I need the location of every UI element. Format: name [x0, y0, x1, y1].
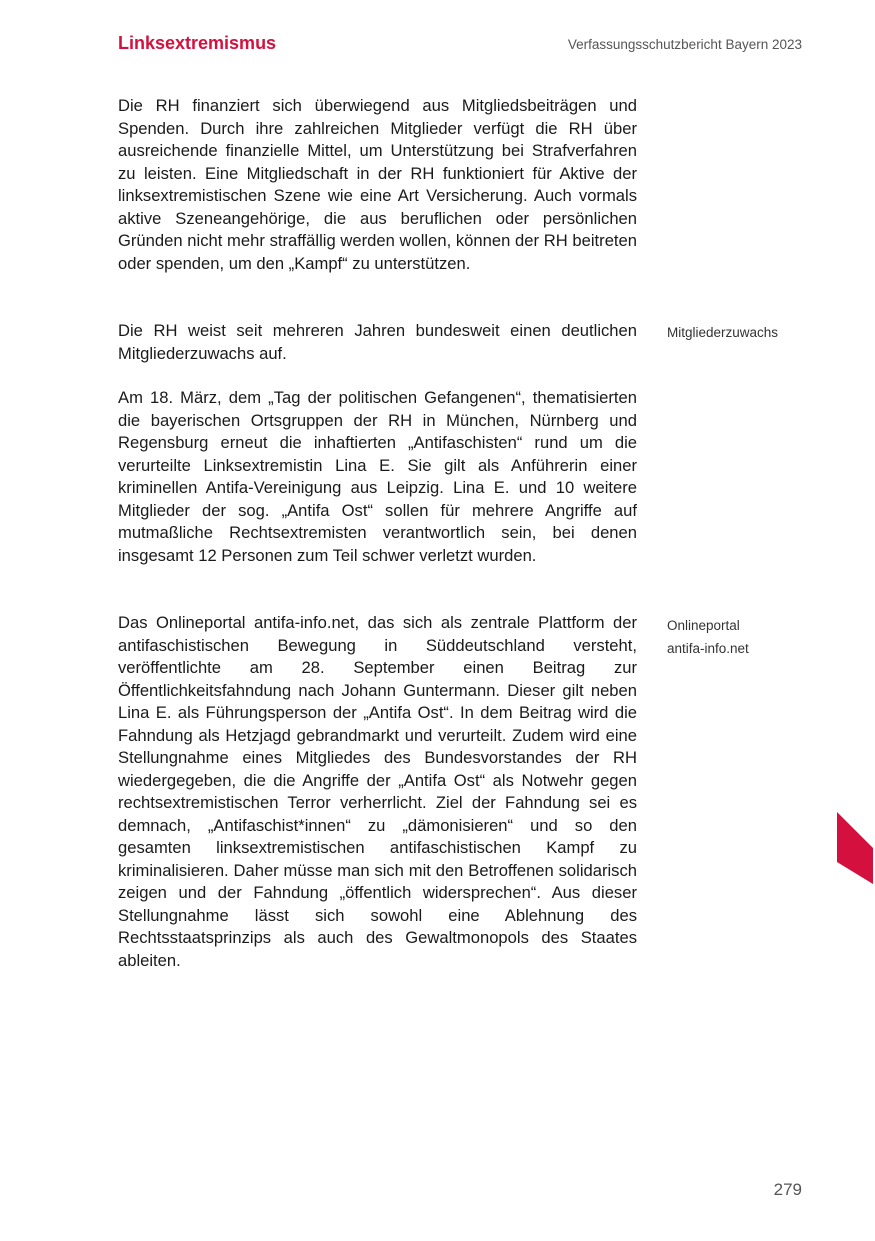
- margin-note-onlineportal-line1: Onlineportal: [667, 618, 740, 633]
- margin-note-member-growth: Mitgliederzuwachs: [667, 325, 779, 340]
- paragraph-member-growth: Die RH weist seit mehreren Jahren bundesweit einen deutlichen Mitgliederzuwachs auf.: [118, 321, 637, 363]
- paragraph-onlineportal: Das Onlineportal antifa-info.net, das sich als zentrale Plattform der antifaschistischen Bewegung in Süddeutschland versteht, veröffentlichte am 28. September einen Beitrag zur Öffentlichkeitsfahndung nach Johann Guntermann. Dieser gilt neben Lina E. als Führungsperson der „Antifa Ost“. In dem Beitrag wird die Fahndung als Hetzjagd gebrandmarkt und verurteilt. Zudem wird eine Stellungnahme eines Mitgliedes des Bundesvorstandes der RH wiedergegeben, die die Angriffe der „Antifa Ost“ als Notwehr gegen rechtsextremistischen Terror verherrlicht. Ziel der Fahndung sei es demnach, „Antifaschist*innen“ zu „dämonisieren“ und so den gesamten linksextremistischen antifaschistischen Kampf zu kriminalisieren. Daher müsse man sich mit den Betroffenen solidarisch zeigen und der Fahndung „öffentlich widersprechen“. Aus dieser Stellungnahme lässt sich sowohl eine Ablehnung des Rechtsstaatsprinzips als auch des Gewaltmonopols des Staates ableiten.: [118, 613, 637, 970]
- running-header-publication: Verfassungsschutzbericht Bayern 2023: [567, 37, 802, 52]
- chapter-tab-marker: [837, 812, 873, 884]
- running-header-section: Linksextremismus: [118, 33, 277, 53]
- page-number: 279: [773, 1180, 802, 1199]
- paragraph-political-prisoners-day: Am 18. März, dem „Tag der politischen Gefangenen“, thematisierten die bayerischen Ortsgruppen der RH in München, Nürnberg und Regensburg erneut die inhaftierten „Antifaschisten“ rund um die verurteilte Linksextremistin Lina E. Sie gilt als Anführerin einer kriminellen Antifa-Vereinigung aus Leipzig. Lina E. und 10 weitere Mitglieder der sog. „Antifa Ost“ sollen für mehrere Angriffe auf mutmaßliche Rechtsextremisten verantwortlich sein, bei denen insgesamt 12 Personen zum Teil schwer verletzt wurden.: [118, 388, 637, 565]
- margin-note-onlineportal: [667, 614, 817, 660]
- paragraph-financing: Die RH finanziert sich überwiegend aus Mitgliedsbeiträgen und Spenden. Durch ihre zahlreichen Mitglieder verfügt die RH über ausreichende finanzielle Mittel, um Unterstützung bei Strafverfahren zu leisten. Eine Mitgliedschaft in der RH funktioniert für Aktive der linksextremistischen Szene wie eine Art Versicherung. Auch vormals aktive Szeneangehörige, die aus beruflichen oder persönlichen Gründen nicht mehr straffällig werden wollen, können der RH beitreten oder spenden, um den „Kampf“ zu unterstützen.: [118, 96, 637, 273]
- chapter-tab-shape: [837, 812, 873, 884]
- margin-note-onlineportal-line2: antifa-info.net: [667, 641, 749, 656]
